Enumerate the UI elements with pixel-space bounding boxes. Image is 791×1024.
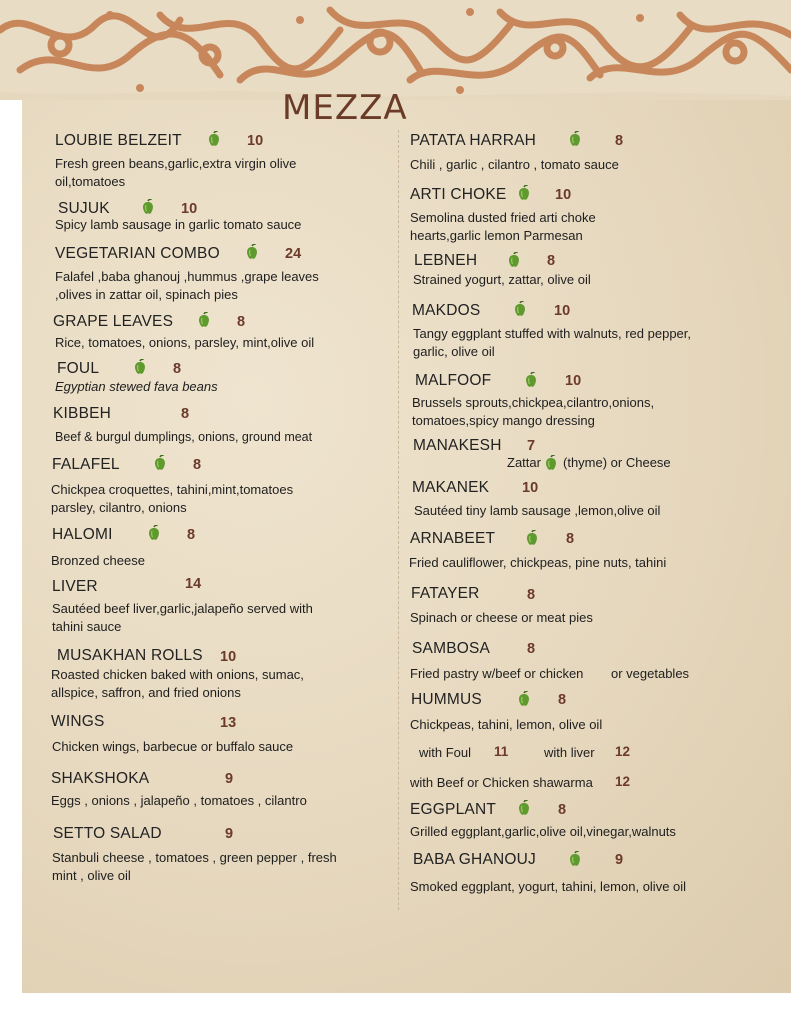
item-description: Grilled eggplant,garlic,olive oil,vinegar,walnuts (410, 824, 676, 839)
item-description: Fried cauliflower, chickpeas, pine nuts, tahini (409, 555, 667, 570)
item-description: Semolina dusted fried arti choke hearts,garlic lemon Parmesan (410, 210, 596, 243)
item-price: 8 (237, 314, 246, 330)
item-price: 10 (555, 187, 572, 203)
item-name: MUSAKHAN ROLLS (57, 647, 203, 664)
item-name: LOUBIE BELZEIT (55, 132, 182, 149)
item-name: FATAYER (411, 585, 480, 602)
item-price: 24 (285, 246, 302, 262)
hummus-extra-price: 12 (615, 744, 631, 759)
green-pepper-icon (513, 301, 527, 317)
item-price: 8 (187, 527, 196, 543)
item-description: Beef & burgul dumplings, onions, ground meat (55, 430, 313, 444)
green-pepper-icon (517, 185, 531, 201)
item-description: Tangy eggplant stuffed with walnuts, red pepper, garlic, olive oil (413, 326, 692, 359)
item-name: MAKANEK (412, 479, 490, 496)
item-name: SETTO SALAD (53, 825, 162, 842)
item-name: FALAFEL (52, 456, 120, 473)
item-description: Sautéed beef liver,garlic,jalapeño served with tahini sauce (52, 601, 313, 634)
item-description: Chickpea croquettes, tahini,mint,tomatoes parsley, cilantro, onions (51, 482, 294, 515)
item-price: 9 (225, 771, 234, 787)
item-description-a: Fried pastry w/beef or chicken (410, 666, 584, 681)
item-description: Rice, tomatoes, onions, parsley, mint,olive oil (55, 335, 315, 350)
item-price: 14 (185, 576, 202, 592)
item-description: Spicy lamb sausage in garlic tomato sauce (55, 217, 302, 232)
item-price: 9 (615, 852, 624, 868)
item-description: Eggs , onions , jalapeño , tomatoes , cilantro (51, 793, 307, 808)
hummus-extra-label: with liver (544, 745, 595, 760)
item-name: KIBBEH (53, 405, 112, 422)
item-name: SUJUK (58, 200, 110, 217)
item-description: Strained yogurt, zattar, olive oil (413, 272, 591, 287)
green-pepper-icon (544, 455, 558, 471)
item-description: Brussels sprouts,chickpea,cilantro,onions, tomatoes,spicy mango dressing (412, 395, 655, 428)
item-price: 8 (566, 531, 575, 547)
item-name: MALFOOF (415, 372, 492, 389)
item-description: Smoked eggplant, yogurt, tahini, lemon, olive oil (410, 879, 687, 894)
item-name: MANAKESH (413, 437, 502, 454)
item-description-a: Zattar (507, 455, 541, 470)
item-description: Chickpeas, tahini, lemon, olive oil (410, 717, 603, 732)
item-price: 8 (615, 133, 624, 149)
item-name: SAMBOSA (412, 640, 491, 657)
item-name: ARNABEET (410, 530, 496, 547)
item-price: 10 (554, 303, 571, 319)
item-description-b: or vegetables (611, 666, 690, 681)
item-price: 8 (173, 361, 182, 377)
item-name: WINGS (51, 713, 105, 730)
item-name: ARTI CHOKE (410, 186, 507, 203)
item-name: MAKDOS (412, 302, 481, 319)
item-price: 8 (547, 253, 556, 269)
item-description: Chicken wings, barbecue or buffalo sauce (52, 739, 294, 754)
item-price: 8 (558, 802, 567, 818)
item-description: Spinach or cheese or meat pies (410, 610, 593, 625)
item-description: Egyptian stewed fava beans (55, 379, 218, 394)
item-price: 10 (247, 133, 264, 149)
item-name: HALOMI (52, 526, 113, 543)
hummus-extra-label: with Foul (419, 745, 472, 760)
item-description: Chili , garlic , cilantro , tomato sauce (410, 157, 619, 172)
hummus-extra-price: 12 (615, 774, 631, 789)
item-name: BABA GHANOUJ (413, 851, 536, 868)
item-price: 9 (225, 826, 234, 842)
item-price: 7 (527, 438, 536, 454)
item-description: Sautéed tiny lamb sausage ,lemon,olive oil (414, 503, 661, 518)
item-description: Stanbuli cheese , tomatoes , green pepper , fresh mint , olive oil (52, 850, 337, 883)
item-name: FOUL (57, 360, 100, 377)
green-pepper-icon (568, 131, 582, 147)
item-price: 8 (181, 406, 190, 422)
item-name: EGGPLANT (410, 801, 497, 818)
item-price: 10 (181, 201, 198, 217)
item-description: Fresh green beans,garlic,extra virgin olive oil,tomatoes (55, 156, 297, 189)
item-name: SHAKSHOKA (51, 770, 150, 787)
item-name: LIVER (52, 578, 98, 595)
item-price: 10 (220, 649, 237, 665)
item-name: GRAPE LEAVES (53, 313, 174, 330)
item-description: Falafel ,baba ghanouj ,hummus ,grape leaves ,olives in zattar oil, spinach pies (55, 269, 319, 302)
item-price: 8 (558, 692, 567, 708)
item-price: 10 (522, 480, 539, 496)
item-price: 10 (565, 373, 582, 389)
hummus-extra-label: with Beef or Chicken shawarma (410, 775, 593, 790)
hummus-extra-price: 11 (494, 744, 509, 759)
item-price: 13 (220, 715, 237, 731)
item-name: LEBNEH (414, 252, 478, 269)
item-name: PATATA HARRAH (410, 132, 537, 149)
green-pepper-icon (517, 800, 531, 816)
green-pepper-icon (525, 530, 539, 546)
item-name: HUMMUS (411, 691, 482, 708)
green-pepper-icon (517, 691, 531, 707)
item-price: 8 (527, 587, 536, 603)
item-description: Bronzed cheese (51, 553, 145, 568)
green-pepper-icon (568, 851, 582, 867)
page-title: MEZZA (282, 88, 408, 128)
item-description-b: (thyme) or Cheese (563, 455, 671, 470)
item-price: 8 (193, 457, 202, 473)
green-pepper-icon (507, 252, 521, 268)
item-description: Roasted chicken baked with onions, sumac, allspice, saffron, and fried onions (51, 667, 304, 700)
item-name: VEGETARIAN COMBO (55, 245, 220, 262)
item-price: 8 (527, 641, 536, 657)
green-pepper-icon (524, 372, 538, 388)
